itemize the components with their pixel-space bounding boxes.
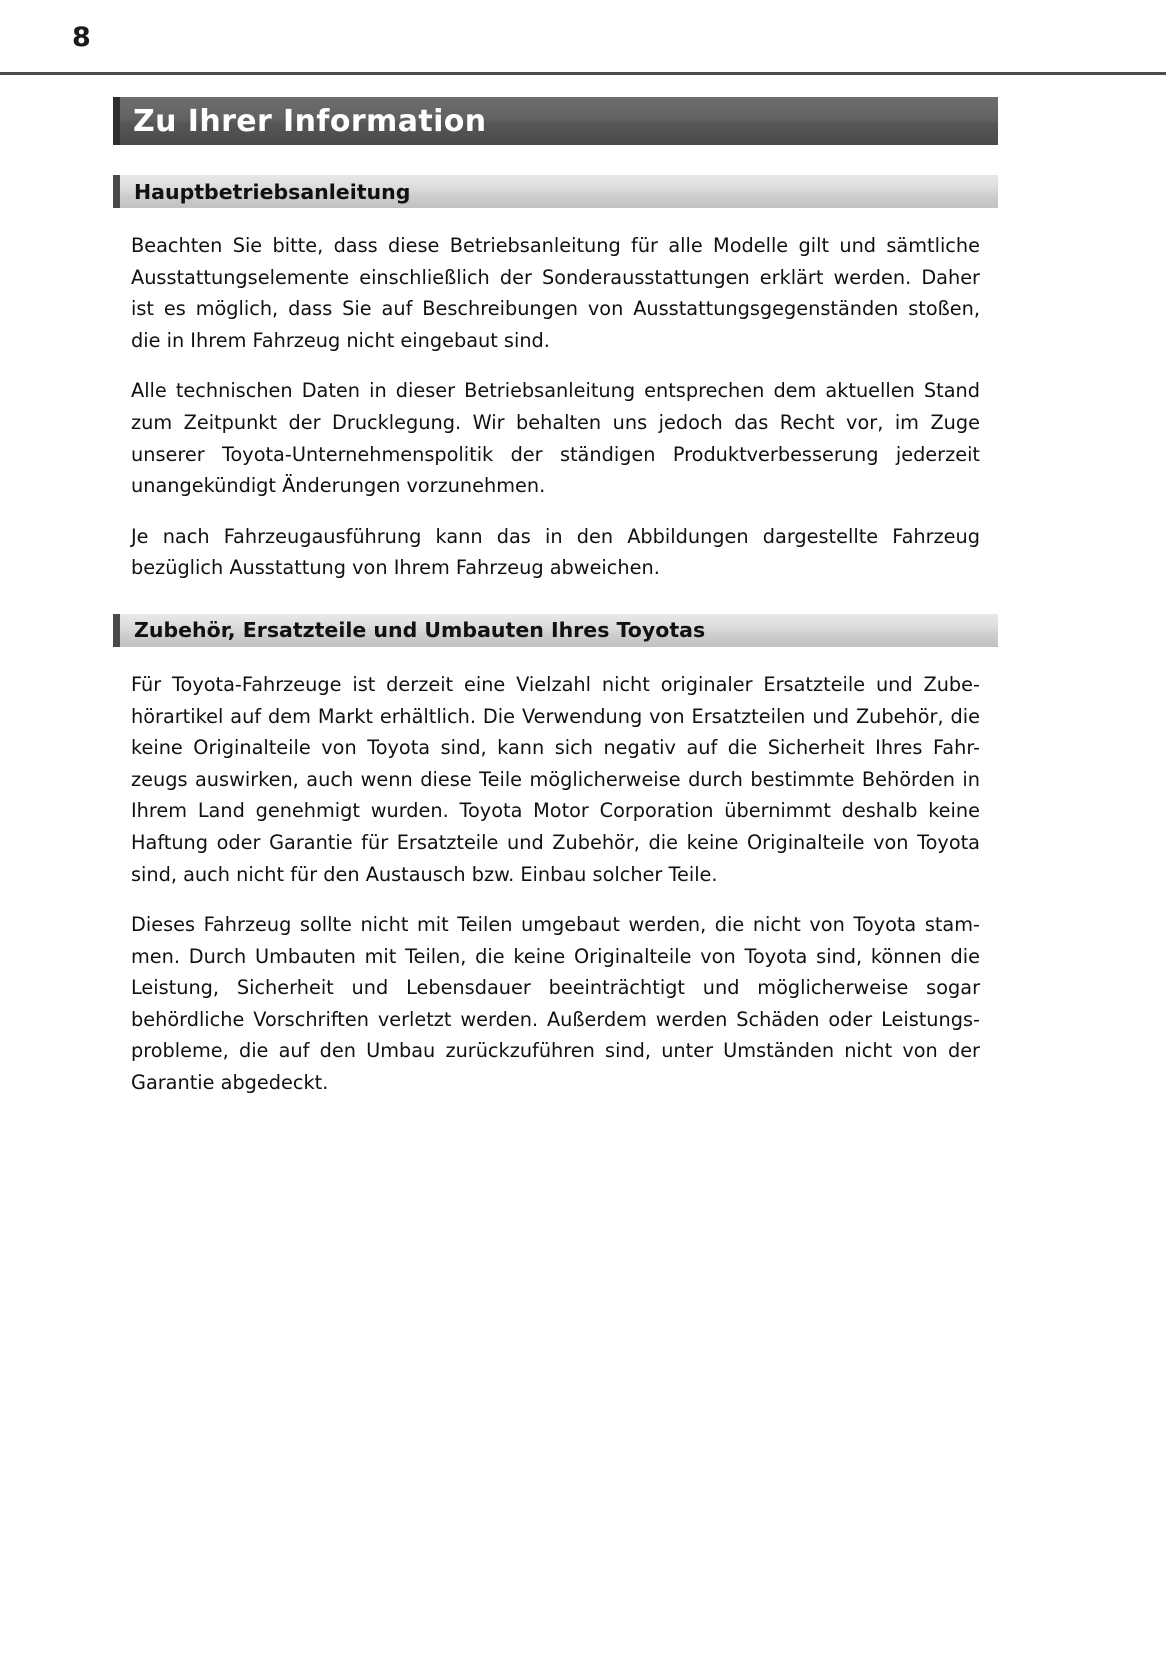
section-header-hauptbetriebsanleitung bbox=[113, 175, 998, 208]
paragraph: Alle technischen Daten in dieser Betriebsanleitung entsprechen dem aktuellen Stand zum Zeitpunkt der Drucklegung. Wir behalten uns jedoch das Recht vor, im Zuge unserer Toyota-Unternehmenspolitik der ständigen Produktverbesserung jederzeit unangekündigt Änderungen vorzunehmen. bbox=[131, 379, 980, 498]
section-heading-label: Hauptbetriebsanleitung bbox=[134, 179, 411, 204]
page-number: 8 bbox=[72, 22, 91, 53]
section-heading-label: Zubehör, Ersatzteile und Umbauten Ihres Toyotas bbox=[134, 618, 706, 643]
paragraph: Für Toyota-Fahrzeuge ist derzeit eine Vielzahl nicht originaler Ersatzteile und Zube-hörartikel auf dem Markt erhältlich. Die Verwendung von Ersatzteilen und Zubehör, die keine Originalteile von Toyota sind, kann sich negativ auf die Sicherheit Ihres Fahr-zeugs auswirken, auch wenn diese Teile möglicherweise durch bestimmte Behörden in Ihrem Land genehmigt wurden. Toyota Motor Corporation übernimmt deshalb keine Haftung oder Garantie für Ersatzteile und Zubehör, die keine Originalteile von Toyota sind, auch nicht für den Austausch bzw. Einbau solcher Teile. bbox=[131, 672, 980, 886]
paragraph: Dieses Fahrzeug sollte nicht mit Teilen umgebaut werden, die nicht von Toyota stam-men. Durch Umbauten mit Teilen, die keine Originalteile von Toyota sind, können die Leistung, Sicherheit und Lebensdauer beeinträchtigt und möglicherweise sogar behördliche Vorschriften verletzt werden. Außerdem werden Schäden oder Leistungs-probleme, die auf den Umbau zurückzuführen sind, unter Umständen nicht von der Garantie abgedeckt. bbox=[131, 913, 980, 1095]
page-title: Zu Ihrer Information bbox=[133, 103, 487, 139]
header-divider bbox=[0, 72, 1166, 75]
chapter-title-bar bbox=[113, 97, 998, 145]
page-content bbox=[113, 97, 998, 1099]
paragraph: Beachten Sie bitte, dass diese Betriebsanleitung für alle Modelle gilt und sämtliche Ausstattungselemente einschließlich der Sonderausstattungen erklärt werden. Daher ist es möglich, dass Sie auf Beschreibungen von Ausstattungsgegenständen stoßen, die in Ihrem Fahrzeug nicht eingebaut sind. bbox=[131, 234, 980, 352]
paragraph: Je nach Fahrzeugausführung kann das in den Abbildungen dargestellte Fahrzeug bezüglich Ausstattung von Ihrem Fahrzeug abweichen. bbox=[131, 524, 980, 580]
section-bar-edge bbox=[113, 614, 120, 647]
section-header-zubehoer bbox=[113, 614, 998, 647]
chapter-bar-edge bbox=[113, 97, 120, 145]
section-bar-edge bbox=[113, 175, 120, 208]
